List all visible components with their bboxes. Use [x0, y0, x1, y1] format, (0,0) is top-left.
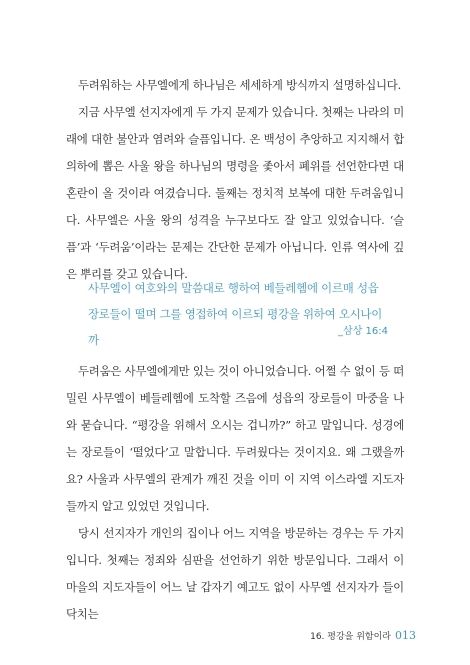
paragraph: 당시 선지자가 개인의 집이나 어느 지역을 방문하는 경우는 두 가지입니다. 첫째는 정죄와 심판을 선언하기 위한 방문입니다. 그래서 이 마을의 지도자들이 어느 날 갑자기 예고도 없이 사무엘 선지자가 들이닥치는 [66, 526, 404, 621]
paragraph: 두려워하는 사무엘에게 하나님은 세세하게 방식까지 설명하십니다. [78, 78, 402, 92]
scripture-quote: 사무엘이 여호와의 말씀대로 행하여 베들레헴에 이르매 성읍 장로들이 떨며 그를 영접하여 이르되 평강을 위하여 오시나이까 [88, 281, 383, 347]
scripture-reference: _삼상 16:4 [338, 326, 388, 337]
paragraph: 두려움은 사무엘에게만 있는 것이 아니었습니다. 어쩔 수 없이 등 떠밀린 사무엘이 베들레헴에 도착할 즈음에 성읍의 장로들이 마중을 나와 묻습니다. “평강을 위해서 오시는 겁니까?” 하고 말입니다. 성경에는 장로들이 ‘떨었다’고 말합니다. 두려웠다는 것이지요. 왜 그랬을까요? 사울과 사무엘의 관계가 깨진 것을 이미 이 지역 이스라엘 지도자들까지 알고 있었던 것입니다. [66, 364, 404, 513]
page-number: 013 [395, 629, 416, 642]
body-text-bottom [66, 358, 404, 628]
page-footer [310, 629, 416, 642]
chapter-title: 16. 평강을 위함이라 [310, 632, 391, 642]
paragraph: 지금 사무엘 선지자에게 두 가지 문제가 있습니다. 첫째는 나라의 미래에 대한 불안과 염려와 슬픔입니다. 온 백성이 추앙하고 지지해서 합의하에 뽑은 사울 왕을 하나님의 명령을 좇아서 폐위를 선언한다면 대혼란이 올 것이라 여겼습니다. 둘째는 정치적 보복에 대한 두려움입니다. 사무엘은 사울 왕의 성격을 누구보다도 잘 알고 있었습니다. ‘슬픔’과 ‘두려움’이라는 문제는 간단한 문제가 아닙니다. 인류 역사에 깊은 뿌리를 갖고 있습니다. [66, 105, 404, 281]
body-text-top [66, 72, 404, 288]
